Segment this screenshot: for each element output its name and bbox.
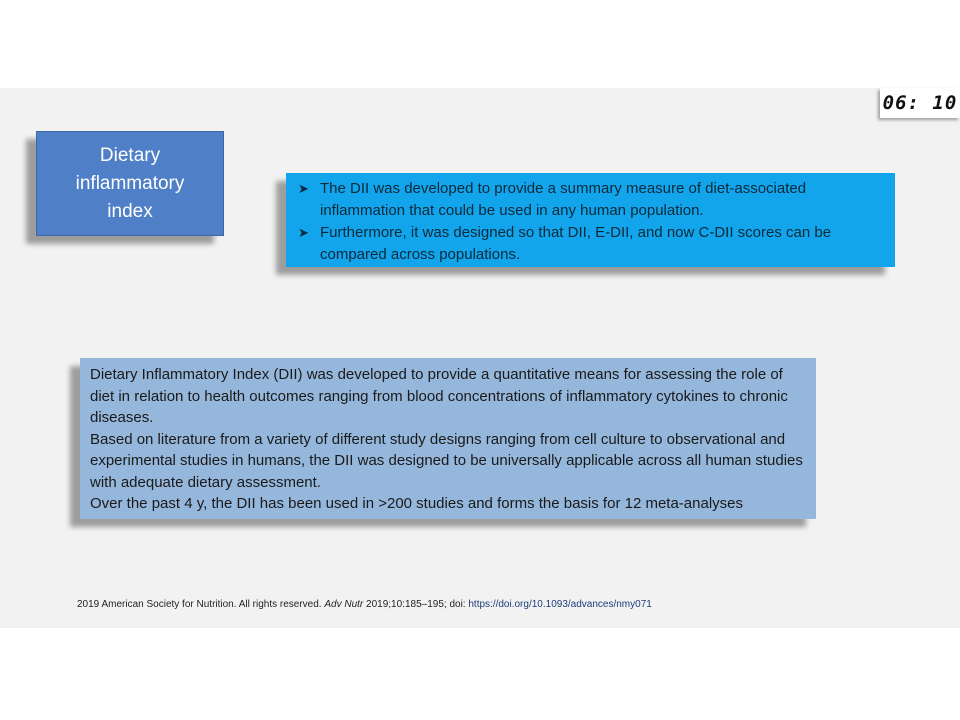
description-box	[80, 358, 816, 519]
description-paragraph: Dietary Inflammatory Index (DII) was developed to provide a quantitative means for assessing the role of diet in relation to health outcomes ranging from blood concentrations of inflammatory cytokines to chronic diseases.	[90, 366, 788, 426]
description-paragraph: Based on literature from a variety of different study designs ranging from cell culture to observational and experimental studies in humans, the DII was designed to be universally applicable across all human studies with adequate dietary assessment.	[90, 430, 803, 491]
summary-list	[298, 178, 881, 266]
citation-details: 2019;10:185–195; doi:	[366, 599, 466, 610]
arrow-bullet-icon: ➤	[298, 225, 309, 240]
summary-bullet	[298, 222, 881, 266]
doi-link[interactable]: https://doi.org/10.1093/advances/nmy071	[468, 599, 652, 610]
citation	[77, 599, 652, 610]
summary-bullet-text: The DII was developed to provide a summary measure of diet-associated inflammation that could be used in any human population.	[320, 180, 807, 219]
summary-bullet-text: Furthermore, it was designed so that DII, E-DII, and now C-DII scores can be compared across populations.	[320, 224, 832, 263]
title-box	[36, 131, 224, 236]
description-paragraph: Over the past 4 y, the DII has been used in >200 studies and forms the basis for 12 meta-analyses	[90, 495, 744, 512]
countdown-timer: 06: 10	[880, 88, 960, 118]
citation-journal: Adv Nutr	[324, 599, 364, 610]
citation-prefix: 2019 American Society for Nutrition. All rights reserved.	[77, 599, 322, 610]
summary-box	[286, 173, 895, 267]
summary-bullet	[298, 178, 881, 222]
slide-title: Dietary inflammatory index	[75, 144, 185, 222]
arrow-bullet-icon: ➤	[298, 181, 309, 196]
